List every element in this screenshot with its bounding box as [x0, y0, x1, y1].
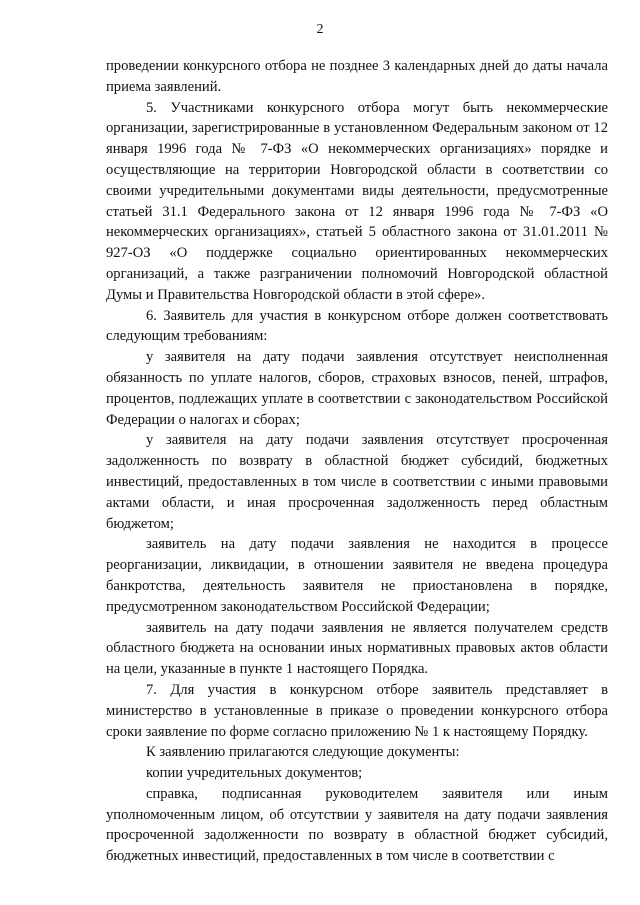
attachments-intro: К заявлению прилагаются следующие документы:	[146, 744, 460, 761]
requirement-debt: у заявителя на дату подачи заявления отсутствует просроченная задолженность по возврату в областной бюджет субсидий, бюджетных инвестиций, предоставленных в том числе в соответствии с иными правовыми актами области, и иная просроченная задолженность перед областным бюджетом;	[106, 432, 608, 532]
paragraph-item-5: 5. Участниками конкурсного отбора могут быть некоммерческие организации, зарегистрированные в установленном Федеральным законом от 12 января 1996 года № 7-ФЗ «О некоммерческих организациях» порядке и осуществляющие на территории Новгородской области в соответствии со своими учредительными документами виды деятельности, предусмотренные статьей 31.1 Федерального закона от 12 января 1996 года № 7-ФЗ «О некоммерческих организациях», статьей 5 областного закона от 31.01.2011 № 927-ОЗ «О поддержке социально ориентированных некоммерческих организаций, а также разграничении полномочий Новгородской областной Думы и Правительства Новгородской области в этой сфере».	[106, 99, 608, 303]
requirement-reorganization: заявитель на дату подачи заявления не находится в процессе реорганизации, ликвидации, в отношении заявителя не введена процедура банкротства, деятельность заявителя не приостановлена в порядке, предусмотренном законодательством Российской Федерации;	[106, 536, 608, 615]
attachment-charter-copies: копии учредительных документов;	[146, 765, 363, 782]
page-number: 2	[316, 22, 324, 37]
paragraph-item-7: 7. Для участия в конкурсном отборе заявитель представляет в министерство в установленные в приказе о проведении конкурсного отбора сроки заявление по форме согласно приложению № 1 к настоящему Порядку.	[106, 681, 608, 740]
paragraph-continuation: проведении конкурсного отбора не позднее 3 календарных дней до даты начала приема заявлений.	[106, 58, 608, 95]
requirement-taxes: у заявителя на дату подачи заявления отсутствует неисполненная обязанность по уплате налогов, сборов, страховых взносов, пеней, штрафов, процентов, подлежащих уплате в соответствии с законодательством Российской Федерации о налогах и сборах;	[106, 349, 608, 428]
document-body	[106, 56, 608, 867]
paragraph-item-6: 6. Заявитель для участия в конкурсном отборе должен соответствовать следующим требованиям:	[106, 307, 608, 345]
requirement-not-recipient: заявитель на дату подачи заявления не является получателем средств областного бюджета на основании иных нормативных правовых актов области на цели, указанные в пункте 1 настоящего Порядка.	[106, 619, 608, 678]
attachment-debt-certificate: справка, подписанная руководителем заявителя или иным уполномоченным лицом, об отсутствии у заявителя на дату подачи заявления просроченной задолженности по возврату в областной бюджет субсидий, бюджетных инвестиций, предоставленных в том числе в соответствии с	[106, 785, 608, 865]
